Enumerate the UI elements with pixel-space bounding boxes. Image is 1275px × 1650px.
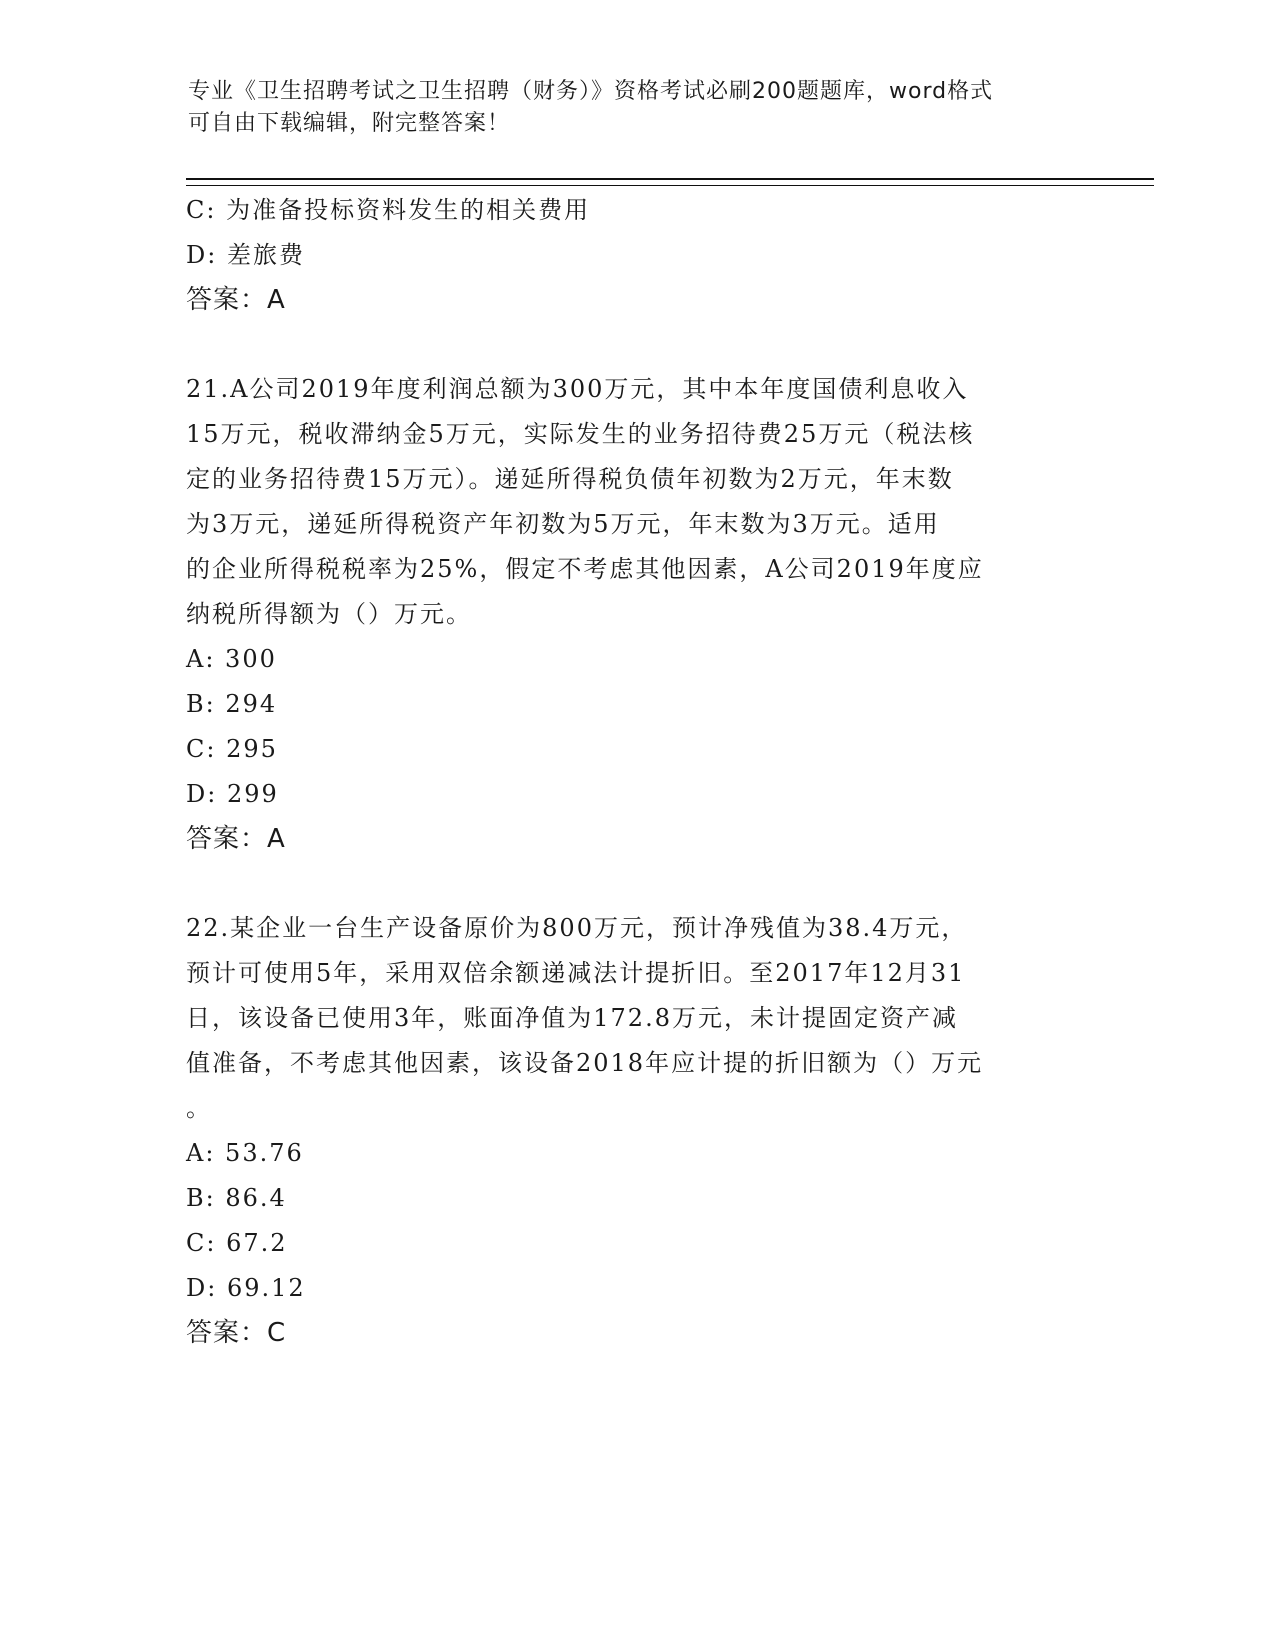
q22-option-a: A: 53.76 <box>186 1139 304 1167</box>
q21-option-c: C: 295 <box>186 735 278 763</box>
q21-answer: 答案：A <box>186 824 286 854</box>
q22-text-line: 值准备，不考虑其他因素，该设备2018年应计提的折旧额为（）万元 <box>186 1049 984 1077</box>
q22-option-b: B: 86.4 <box>186 1184 287 1212</box>
q21-option-d: D: 299 <box>186 780 279 808</box>
q21-text-line: 为3万元，递延所得税资产年初数为5万元，年末数为3万元。适用 <box>186 510 940 538</box>
question-content <box>186 188 1086 1356</box>
header-title-line-2: 可自由下载编辑，附完整答案！ <box>188 111 511 136</box>
prev-answer: 答案：A <box>186 285 286 315</box>
question-22 <box>186 906 1086 1356</box>
q22-text-line: 。 <box>186 1094 212 1122</box>
q21-text-line: 定的业务招待费15万元）。递延所得税负债年初数为2万元，年末数 <box>186 465 954 493</box>
spacer <box>186 323 1086 367</box>
spacer <box>186 862 1086 906</box>
q22-option-d: D: 69.12 <box>186 1274 306 1302</box>
q22-text-line: 22.某企业一台生产设备原价为800万元，预计净残值为38.4万元， <box>186 914 968 942</box>
q22-text-line: 预计可使用5年，采用双倍余额递减法计提折旧。至2017年12月31 <box>186 959 966 987</box>
q21-option-a: A: 300 <box>186 645 277 673</box>
q22-text-line: 日，该设备已使用3年，账面净值为172.8万元，未计提固定资产减 <box>186 1004 958 1032</box>
q22-answer: 答案：C <box>186 1318 287 1348</box>
q21-option-b: B: 294 <box>186 690 278 718</box>
q21-text-line: 纳税所得额为（）万元。 <box>186 600 472 628</box>
q21-text-line: 15万元，税收滞纳金5万元，实际发生的业务招待费25万元（税法核 <box>186 420 975 448</box>
page-header <box>188 76 1068 140</box>
header-divider <box>186 178 1154 186</box>
question-21 <box>186 367 1086 862</box>
q21-text-line: 的企业所得税税率为25%，假定不考虑其他因素，A公司2019年度应 <box>186 555 984 583</box>
prev-option-d: D: 差旅费 <box>186 241 305 269</box>
prev-option-c: C: 为准备投标资料发生的相关费用 <box>186 196 591 224</box>
header-title-line-1: 专业《卫生招聘考试之卫生招聘（财务）》资格考试必刷200题题库，word格式 <box>188 79 994 104</box>
q22-option-c: C: 67.2 <box>186 1229 288 1257</box>
q21-text-line: 21.A公司2019年度利润总额为300万元，其中本年度国债利息收入 <box>186 375 969 403</box>
